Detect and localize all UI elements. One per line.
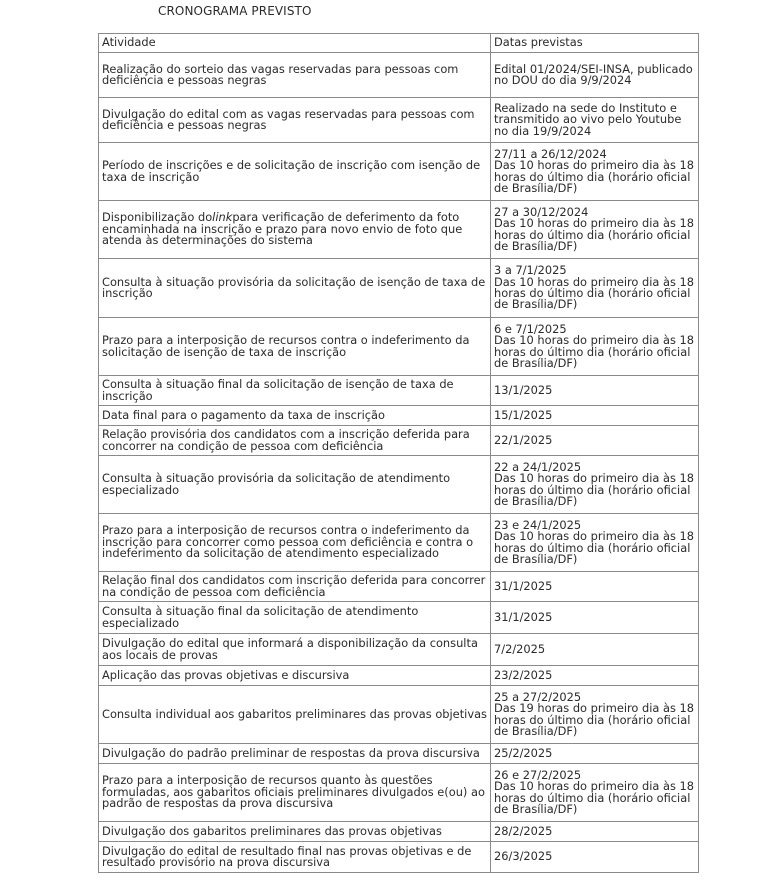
date-cell [491, 634, 699, 666]
activity-cell [99, 201, 491, 259]
date-cell [491, 686, 699, 744]
table-row [99, 514, 699, 572]
date-cell [491, 143, 699, 201]
date-value: 26/3/2025 [494, 849, 553, 864]
table-header-row [99, 34, 699, 53]
date-note: Das 19 horas do primeiro dia às 18 horas do último dia (horário oficial de Brasília/DF) [494, 701, 695, 738]
date-value: 22/1/2025 [494, 432, 553, 447]
date-cell [491, 456, 699, 514]
date-value: 23/2/2025 [494, 667, 553, 682]
date-value: 27 a 30/12/2024 [494, 204, 589, 219]
date-note: Das 10 horas do primeiro dia às 18 horas do último dia (horário oficial de Brasília/DF) [494, 779, 695, 816]
date-value: 15/1/2025 [494, 407, 553, 422]
activity-cell: Período de inscrições e de solicitação de inscrição com isenção de taxa de inscrição [99, 143, 491, 201]
date-cell [491, 98, 699, 143]
date-value: 27/11 a 26/12/2024 [494, 146, 607, 161]
activity-cell: Aplicação das provas objetivas e discursiva [99, 666, 491, 686]
table-row [99, 686, 699, 744]
table-row [99, 572, 699, 602]
activity-cell: Consulta à situação final da solicitação de atendimento especializado [99, 602, 491, 634]
date-note: Das 10 horas do primeiro dia às 18 horas do último dia (horário oficial de Brasília/DF) [494, 529, 695, 566]
activity-cell: Relação final dos candidatos com inscrição deferida para concorrer na condição de pessoa com deficiência [99, 572, 491, 602]
table-row [99, 53, 699, 98]
schedule-table [98, 33, 699, 873]
date-value: 28/2/2025 [494, 823, 553, 838]
date-cell [491, 406, 699, 426]
activity-cell: Relação provisória dos candidatos com a inscrição deferida para concorrer na condição de pessoa com deficiência [99, 426, 491, 456]
column-header-activity: Atividade [99, 34, 491, 53]
date-note: Das 10 horas do primeiro dia às 18 horas do último dia (horário oficial de Brasília/DF) [494, 471, 695, 508]
date-cell [491, 53, 699, 98]
activity-cell: Consulta à situação provisória da solicitação de isenção de taxa de inscrição [99, 259, 491, 318]
date-cell [491, 666, 699, 686]
table-row [99, 376, 699, 406]
date-cell [491, 514, 699, 572]
date-value: Edital 01/2024/SEI-INSA, publicado no DOU do dia 9/9/2024 [494, 61, 693, 87]
date-value: 22 a 24/1/2025 [494, 459, 582, 474]
date-value: 25/2/2025 [494, 745, 553, 760]
date-value: Realizado na sede do Instituto e transmitido ao vivo pelo Youtube no dia 19/9/2024 [494, 100, 682, 138]
activity-cell: Prazo para a interposição de recursos contra o indeferimento da solicitação de isenção de taxa de inscrição [99, 318, 491, 376]
activity-cell: Consulta à situação final da solicitação de isenção de taxa de inscrição [99, 376, 491, 406]
date-note: Das 10 horas do primeiro dia às 18 horas do último dia (horário oficial de Brasília/DF) [494, 158, 695, 195]
table-row [99, 842, 699, 873]
date-cell [491, 376, 699, 406]
activity-cell: Divulgação do edital de resultado final nas provas objetivas e de resultado provisório na prova discursiva [99, 842, 491, 873]
table-row [99, 143, 699, 201]
date-value: 25 a 27/2/2025 [494, 689, 582, 704]
activity-cell: Divulgação dos gabaritos preliminares das provas objetivas [99, 822, 491, 842]
activity-cell: Prazo para a interposição de recursos quanto às questões formuladas, aos gabaritos oficiais preliminares divulgados e(ou) ao padrão de respostas da prova discursiva [99, 764, 491, 822]
table-row [99, 602, 699, 634]
date-cell [491, 822, 699, 842]
activity-cell: Divulgação do edital com as vagas reservadas para pessoas com deficiência e pessoas negras [99, 98, 491, 143]
date-note: Das 10 horas do primeiro dia às 18 horas do último dia (horário oficial de Brasília/DF) [494, 274, 695, 312]
date-cell [491, 842, 699, 873]
table-row [99, 666, 699, 686]
table-row [99, 822, 699, 842]
table-row [99, 259, 699, 318]
date-cell [491, 764, 699, 822]
table-row [99, 98, 699, 143]
date-note: Das 10 horas do primeiro dia às 18 horas do último dia (horário oficial de Brasília/DF) [494, 216, 695, 253]
date-value: 31/1/2025 [494, 578, 553, 593]
date-cell [491, 259, 699, 318]
date-cell [491, 744, 699, 764]
date-value: 23 e 24/1/2025 [494, 517, 582, 532]
activity-cell: Data final para o pagamento da taxa de inscrição [99, 406, 491, 426]
date-value: 13/1/2025 [494, 382, 553, 397]
date-cell [491, 318, 699, 376]
date-cell [491, 426, 699, 456]
activity-text: Disponibilização do [102, 210, 213, 225]
table-row [99, 201, 699, 259]
date-value: 26 e 27/2/2025 [494, 767, 582, 782]
activity-cell: Consulta à situação provisória da solicitação de atendimento especializado [99, 456, 491, 514]
activity-cell: Prazo para a interposição de recursos contra o indeferimento da inscrição para concorrer como pessoa com deficiência e contra o indeferimento da solicitação de atendimento especializado [99, 514, 491, 572]
table-row [99, 634, 699, 666]
activity-cell: Divulgação do padrão preliminar de respostas da prova discursiva [99, 744, 491, 764]
table-row [99, 318, 699, 376]
table-row [99, 744, 699, 764]
activity-cell: Consulta individual aos gabaritos preliminares das provas objetivas [99, 686, 491, 744]
table-row [99, 426, 699, 456]
activity-cell: Divulgação do edital que informará a disponibilização da consulta aos locais de provas [99, 634, 491, 666]
activity-cell: Realização do sorteio das vagas reservadas para pessoas com deficiência e pessoas negras [99, 53, 491, 98]
date-cell [491, 602, 699, 634]
table-row [99, 764, 699, 822]
date-value: 3 a 7/1/2025 [494, 263, 567, 278]
date-value: 31/1/2025 [494, 609, 553, 624]
activity-link-word: link [212, 210, 233, 225]
date-note: Das 10 horas do primeiro dia às 18 horas do último dia (horário oficial de Brasília/DF) [494, 333, 695, 370]
table-row [99, 456, 699, 514]
column-header-dates: Datas previstas [491, 34, 699, 53]
page-title: CRONOGRAMA PREVISTO [158, 4, 312, 18]
activity-text: para verificação de deferimento da foto encaminhada na inscrição e prazo para novo envio de foto que atenda às determinações do sistema [102, 210, 463, 248]
date-value: 7/2/2025 [494, 641, 546, 656]
date-cell [491, 572, 699, 602]
date-cell [491, 201, 699, 259]
table-row [99, 406, 699, 426]
date-value: 6 e 7/1/2025 [494, 321, 567, 336]
